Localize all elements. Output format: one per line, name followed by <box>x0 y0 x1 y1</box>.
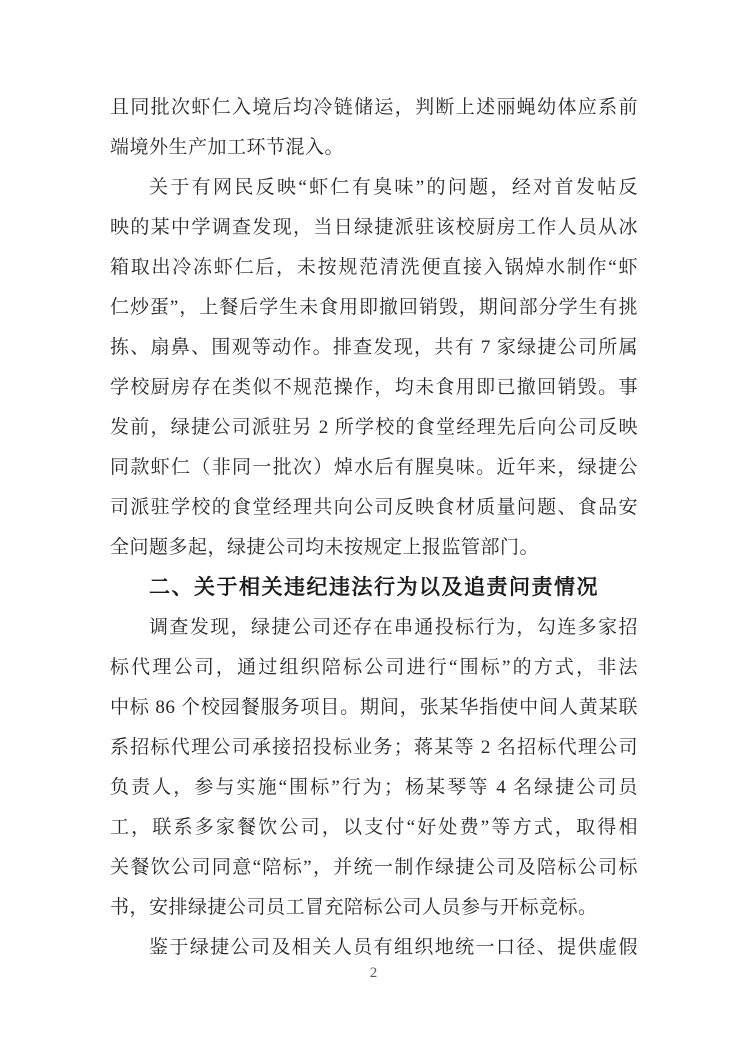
text-line: 工，联系多家餐饮公司，以支付“好处费”等方式，取得相 <box>110 817 638 838</box>
text-line: 映的某中学调查发现，当日绿捷派驻该校厨房工作人员从冰 <box>110 217 638 238</box>
text-line: 拣、扇鼻、围观等动作。排查发现，共有 7 家绿捷公司所属 <box>110 337 638 358</box>
text-line: 全问题多起，绿捷公司均未按规定上报监管部门。 <box>110 537 540 558</box>
text-line: 书，安排绿捷公司员工冒充陪标公司人员参与开标竞标。 <box>110 897 598 918</box>
text-line: 学校厨房存在类似不规范操作，均未食用即已撤回销毁。事 <box>110 377 638 398</box>
text-line: 端境外生产加工环节混入。 <box>110 137 345 158</box>
text-line: 仁炒蛋”，上餐后学生未食用即撤回销毁，期间部分学生有挑 <box>110 297 638 318</box>
text-line: 调查发现，绿捷公司还存在串通投标行为，勾连多家招 <box>149 617 638 638</box>
text-line: 中标 86 个校园餐服务项目。期间，张某华指使中间人黄某联 <box>110 697 638 718</box>
text-line: 标代理公司，通过组织陪标公司进行“围标”的方式，非法 <box>110 657 638 678</box>
text-line: 且同批次虾仁入境后均冷链储运，判断上述丽蝇幼体应系前 <box>110 97 638 118</box>
section-heading: 二、关于相关违纪违法行为以及追责问责情况 <box>149 576 599 599</box>
text-line: 发前，绿捷公司派驻另 2 所学校的食堂经理先后向公司反映 <box>110 417 638 438</box>
page-number: 2 <box>369 965 378 981</box>
text-line: 司派驻学校的食堂经理共向公司反映食材质量问题、食品安 <box>110 497 638 518</box>
text-line: 同款虾仁（非同一批次）焯水后有腥臭味。近年来，绿捷公 <box>110 457 638 478</box>
text-line: 箱取出冷冻虾仁后，未按规范清洗便直接入锅焯水制作“虾 <box>110 257 638 278</box>
text-line: 负责人，参与实施“围标”行为；杨某琴等 4 名绿捷公司员 <box>110 777 638 798</box>
text-line: 关餐饮公司同意“陪标”，并统一制作绿捷公司及陪标公司标 <box>110 857 638 878</box>
text-line: 鉴于绿捷公司及相关人员有组织地统一口径、提供虚假 <box>149 937 638 958</box>
text-line: 关于有网民反映“虾仁有臭味”的问题，经对首发帖反 <box>149 177 638 198</box>
document-body <box>110 88 638 968</box>
text-line: 系招标代理公司承接招投标业务；蒋某等 2 名招标代理公司 <box>110 737 638 758</box>
